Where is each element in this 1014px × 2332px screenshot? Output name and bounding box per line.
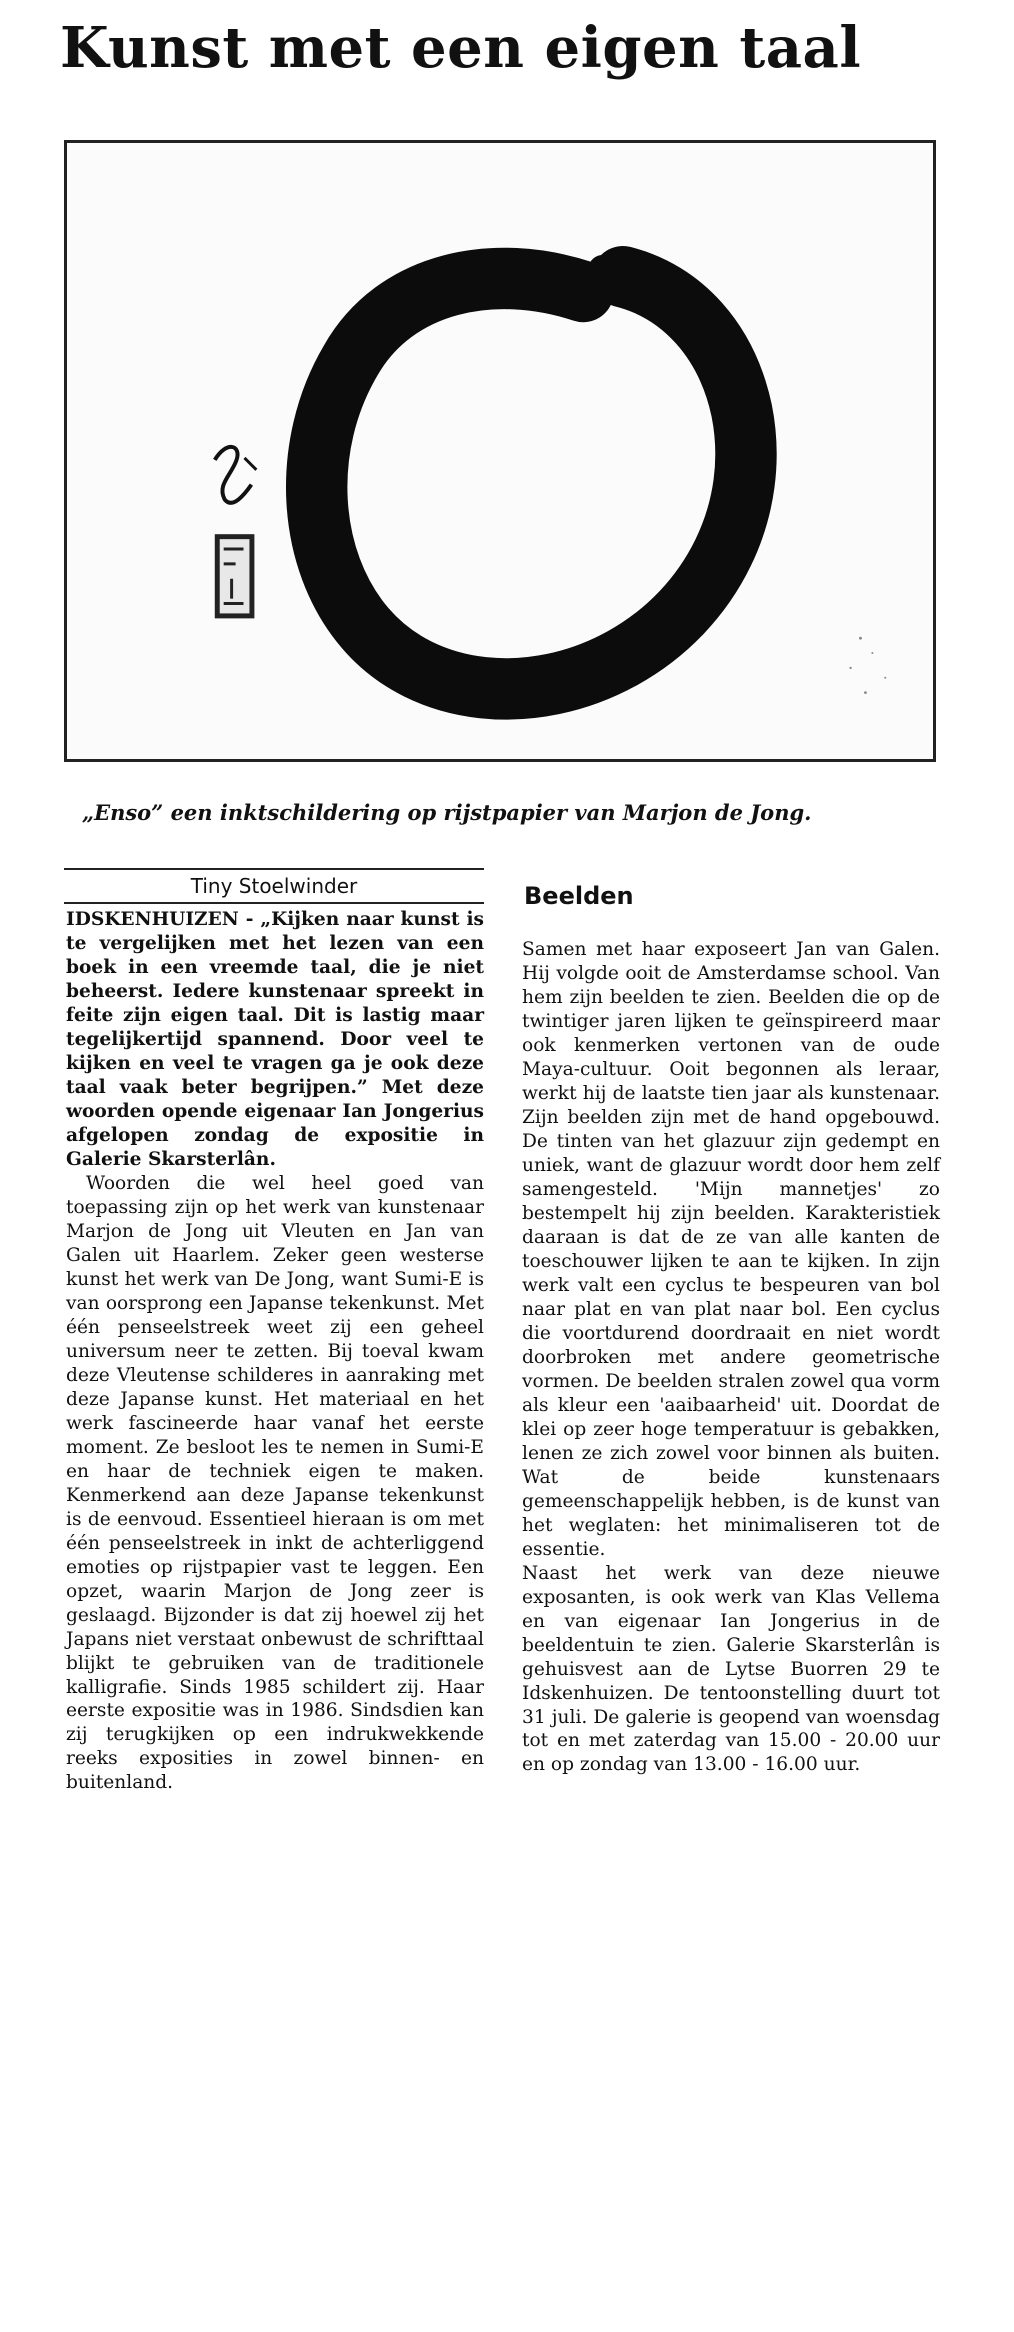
body-paragraph: Woorden die wel heel goed van toepassing zijn op het werk van kunstenaar Marjon de Jong uit Vleuten en Jan van Galen uit Haarlem. Zeker geen westerse kunst het werk van De Jong, want Sumi-E is van oorsprong een Japanse tekenkunst. Met één penseelstreek weet zij een geheel universum neer te zetten. Bij toeval kwam deze Vleutense schilderes in aanraking met deze Japanse kunst. Het materiaal en het werk fascineerde haar vanaf het eerste moment. Ze besloot les te nemen in Sumi-E en haar de techniek eigen te maken. Kenmerkend aan deze Japanse tekenkunst is de eenvoud. Essentieel hieraan is om met één penseelstreek in inkt de achterliggend emoties op rijstpapier vast te leggen. Een opzet, waarin Marjon de Jong zeer is geslaagd. Bijzonder is dat zij hoewel zij het Japans niet verstaat onbewust de schrifttaal blijkt te gebruiken van de traditionele kalligrafie. Sinds 1985 schildert zij. Haar eerste expositie was in 1986. Sindsdien kan zij terugkijken op een indrukwekkende reeks exposities in zowel binnen- en buitenland.: [66, 1172, 484, 1794]
byline: Tiny Stoelwinder: [64, 868, 484, 904]
beelden-paragraph: Samen met haar exposeert Jan van Galen. Hij volgde ooit de Amsterdamse school. Van hem zijn beelden te zien. Beelden die op de twintiger jaren lijken te geïnspireerd maar ook kenmerken vertonen van de oude Maya-cultuur. Ooit begonnen als leraar, werkt hij de laatste tien jaar als kunstenaar. Zijn beelden zijn met de hand opgebouwd. De tinten van het glazuur zijn gedempt en uniek, want de glazuur wordt door hem zelf samengesteld. 'Mijn mannetjes' zo bestempelt hij zijn beelden. Karakteristiek daaraan is dat de ze van alle kanten de toeschouwer lijken te aan te kijken. In zijn werk valt een cyclus te bespeuren van bol naar plat en van plat naar bol. Een cyclus die voortdurend doordraait en niet wordt doorbroken met andere geometrische vormen. De beelden stralen zowel qua vorm als kleur een 'aaibaarheid' uit. Doordat de klei op zeer hoge temperatuur is gebakken, lenen ze zich zowel voor binnen als buiten. Wat de beide kunstenaars gemeenschappelijk hebben, is de kunst van het weglaten: het minimaliseren tot de essentie.: [522, 939, 940, 1560]
enso-circle-icon: [67, 143, 933, 759]
photo-caption: „Enso” een inktschildering op rijstpapier van Marjon de Jong.: [82, 800, 812, 825]
artwork-photo: [64, 140, 936, 762]
right-column: [522, 938, 940, 1777]
headline: Kunst met een eigen taal: [60, 15, 862, 81]
left-column: [66, 908, 484, 1795]
signature-glyph: [215, 447, 257, 503]
subhead-beelden: Beelden: [524, 882, 634, 910]
artist-seal-icon: [215, 534, 255, 618]
lead-paragraph: IDSKENHUIZEN - „Kijken naar kunst is te vergelijken met het lezen van een boek in een vreemde taal, die je niet beheerst. Iedere kunstenaar spreekt in feite zijn eigen taal. Dit is lastig maar tegelijkertijd spannend. Door veel te kijken en veel te vragen ga je ook deze taal vaak beter begrijpen.” Met deze woorden opende eigenaar Ian Jongerius afgelopen zondag de expositie in Galerie Skarsterlân.: [66, 909, 484, 1170]
closing-paragraph: Naast het werk van deze nieuwe exposanten, is ook werk van Klas Vellema en van eigenaar Ian Jongerius in de beeldentuin te zien. Galerie Skarsterlân is gehuisvest aan de Lytse Buorren 29 te Idskenhuizen. De tentoonstelling duurt tot 31 juli. De galerie is geopend van woensdag tot en met zaterdag van 15.00 - 20.00 uur en op zondag van 13.00 - 16.00 uur.: [522, 1562, 940, 1776]
